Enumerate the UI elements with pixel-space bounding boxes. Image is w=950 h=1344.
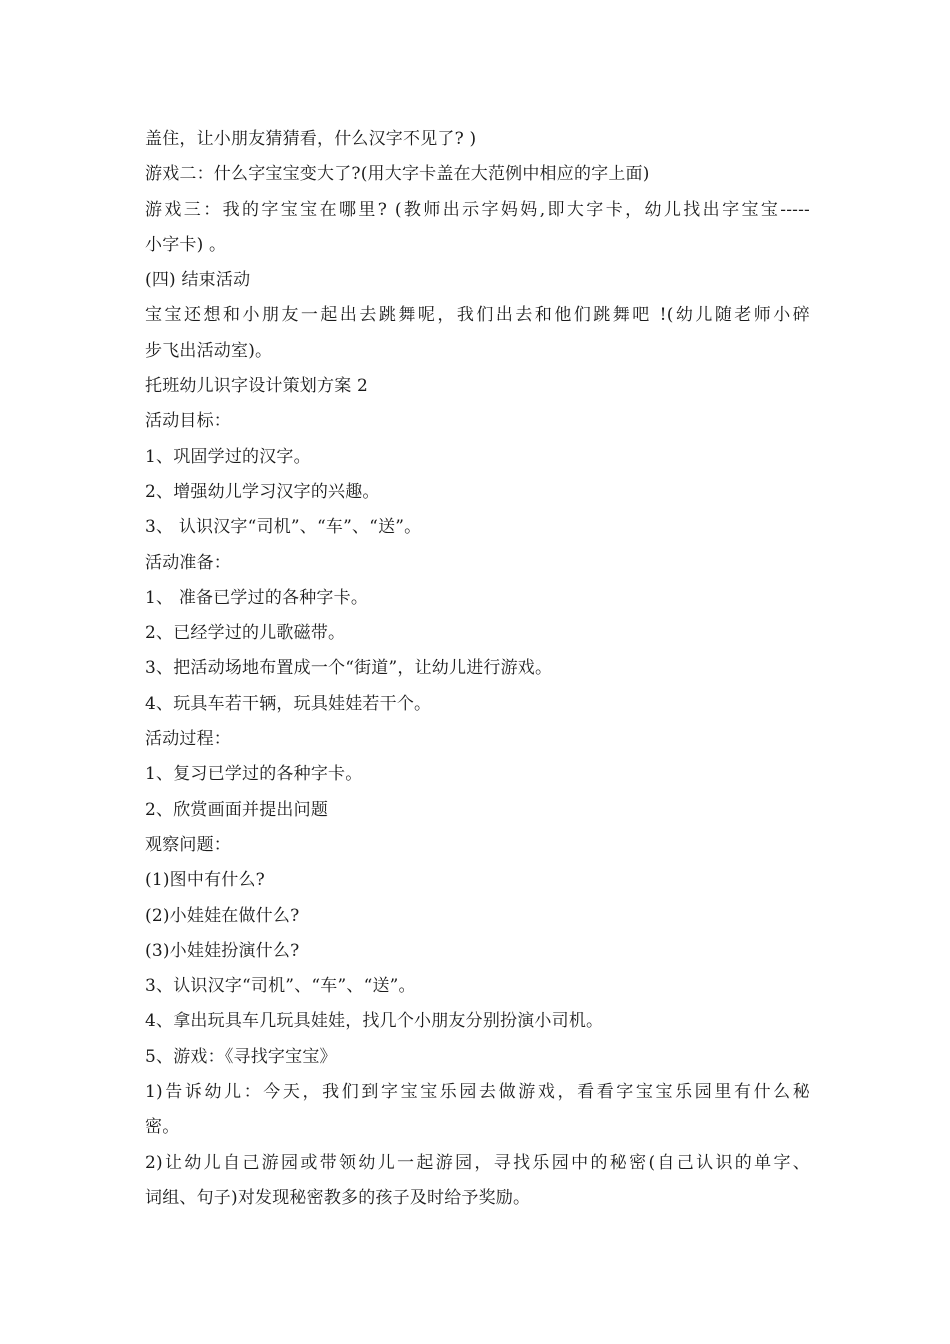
text-line: 宝宝还想和小朋友一起出去跳舞呢，我们出去和他们跳舞吧 !(幼儿随老师小碎 bbox=[145, 305, 810, 326]
text-line: 小字卡) 。 bbox=[145, 234, 227, 255]
section-heading: 观察问题： bbox=[145, 834, 231, 855]
list-item: 2)让幼儿自己游园或带领幼儿一起游园，寻找乐园中的秘密(自己认识的单字、 bbox=[145, 1152, 810, 1173]
text-line: 游戏三：我的字宝宝在哪里? (教师出示字妈妈,即大字卡，幼儿找出字宝宝----- bbox=[145, 199, 810, 220]
list-item: 1、 准备已学过的各种字卡。 bbox=[145, 587, 369, 608]
list-item: 3、认识汉字“司机”、“车”、“送”。 bbox=[145, 976, 416, 997]
list-item: 1、巩固学过的汉字。 bbox=[145, 446, 311, 467]
list-item: 3、 认识汉字“司机”、“车”、“送”。 bbox=[145, 517, 422, 538]
list-item: (1)图中有什么? bbox=[145, 870, 265, 891]
section-heading: (四) 结束活动 bbox=[145, 270, 251, 291]
list-item: 2、已经学过的儿歌磁带。 bbox=[145, 623, 346, 644]
document-title: 托班幼儿识字设计策划方案 2 bbox=[145, 376, 369, 397]
section-heading: 活动准备： bbox=[145, 552, 231, 573]
list-item: 2、欣赏画面并提出问题 bbox=[145, 799, 329, 820]
list-item: 1)告诉幼儿：今天，我们到字宝宝乐园去做游戏，看看字宝宝乐园里有什么秘 bbox=[145, 1082, 810, 1103]
list-item: (2)小娃娃在做什么? bbox=[145, 905, 300, 926]
text-line: 盖住，让小朋友猜猜看，什么汉字不见了? ) bbox=[145, 129, 477, 149]
text-line: 词组、句子)对发现秘密教多的孩子及时给予奖励。 bbox=[145, 1187, 531, 1208]
document-body bbox=[145, 122, 810, 1216]
text-line: 密。 bbox=[145, 1117, 180, 1138]
list-item: 1、复习已学过的各种字卡。 bbox=[145, 764, 363, 785]
section-heading: 活动过程： bbox=[145, 729, 231, 750]
section-heading: 活动目标： bbox=[145, 411, 231, 432]
list-item: 4、玩具车若干辆，玩具娃娃若干个。 bbox=[145, 693, 432, 714]
list-item: 4、拿出玩具车几玩具娃娃，找几个小朋友分别扮演小司机。 bbox=[145, 1011, 604, 1032]
list-item: (3)小娃娃扮演什么? bbox=[145, 940, 300, 961]
list-item: 2、增强幼儿学习汉字的兴趣。 bbox=[145, 481, 380, 502]
list-item: 5、游戏：《寻找字宝宝》 bbox=[145, 1046, 337, 1067]
list-item: 3、把活动场地布置成一个“街道”，让幼儿进行游戏。 bbox=[145, 658, 553, 679]
text-line: 游戏二：什么字宝宝变大了?(用大字卡盖在大范例中相应的字上面) bbox=[145, 164, 650, 185]
text-line: 步飞出活动室)。 bbox=[145, 340, 273, 361]
